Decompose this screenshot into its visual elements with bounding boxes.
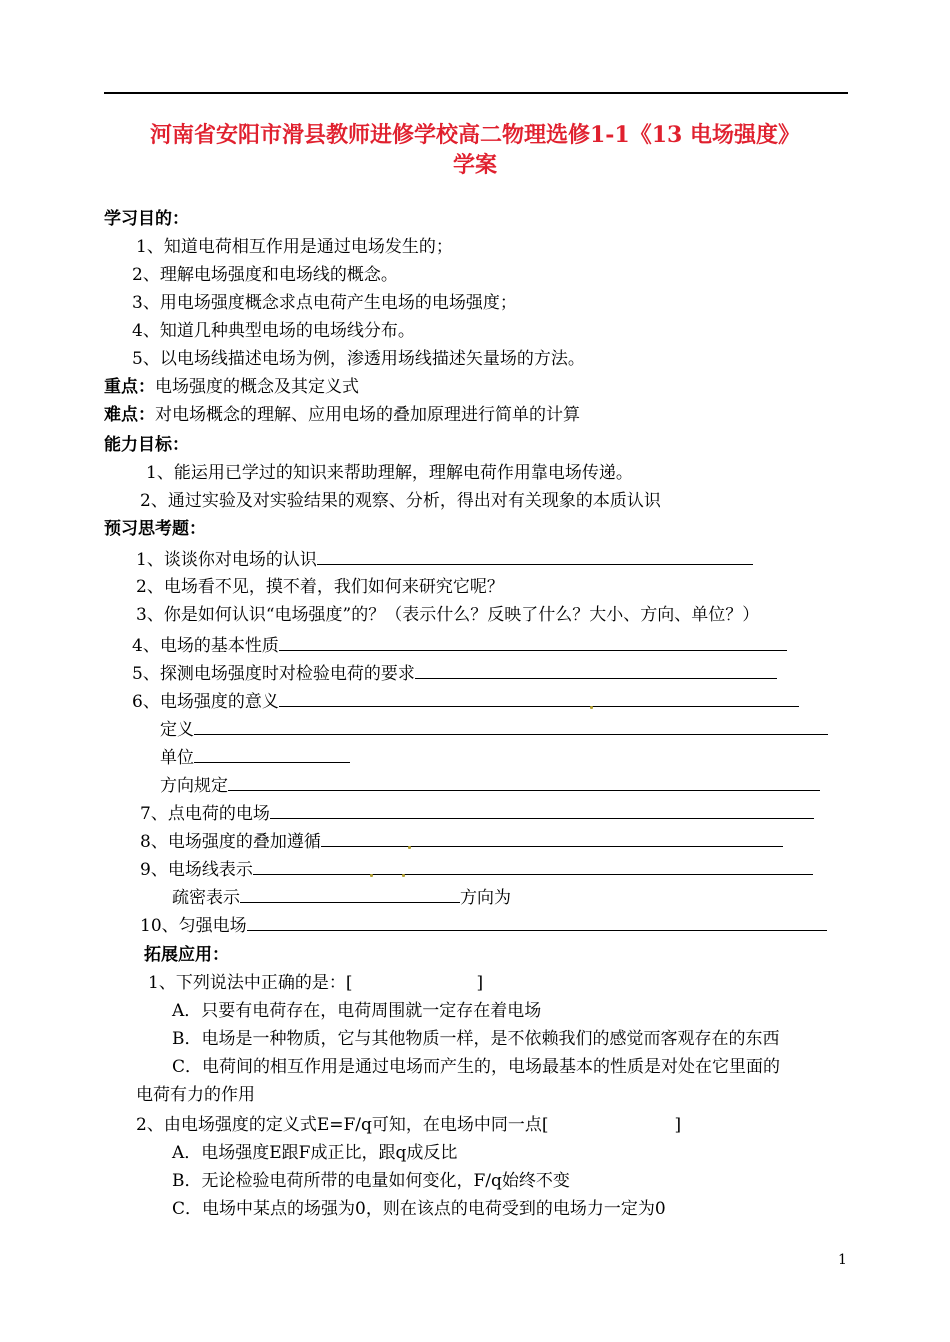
preview-q10 — [140, 914, 827, 937]
key-point-label: 重点： — [104, 377, 155, 397]
preview-q1-text: 1、谈谈你对电场的认识 — [136, 550, 317, 570]
ability-heading: 能力目标： — [104, 435, 189, 455]
ext-q1-option-c-cont: 电荷有力的作用 — [136, 1085, 255, 1105]
scan-speck — [402, 874, 405, 877]
difficulty-label: 难点： — [104, 405, 155, 425]
objectives-heading: 学习目的： — [104, 209, 189, 229]
objective-item: 3、用电场强度概念求点电荷产生电场的电场强度； — [132, 293, 517, 313]
preview-q6-text: 6、电场强度的意义 — [132, 692, 279, 712]
page-number: 1 — [838, 1252, 847, 1268]
answer-blank[interactable] — [253, 858, 813, 875]
preview-q5-text: 5、探测电场强度时对检验电荷的要求 — [132, 664, 415, 684]
preview-q7 — [140, 802, 814, 825]
extension-q1 — [148, 972, 483, 994]
q9-direction-label: 方向为 — [460, 888, 511, 908]
ext-q1-option-c: C．电荷间的相互作用是通过电场而产生的，电场最基本的性质是对处在它里面的 — [172, 1057, 781, 1077]
ext-q2-stem: 2、由电场强度的定义式E=F/q可知，在电场中同一点[ — [136, 1115, 549, 1135]
ext-q1-option-b: B．电场是一种物质，它与其他物质一样，是不依赖我们的感觉而客观存在的东西 — [172, 1029, 780, 1049]
answer-blank[interactable] — [321, 830, 783, 847]
preview-q10-text: 10、匀强电场 — [140, 916, 247, 936]
q6-unit-label: 单位 — [160, 748, 194, 768]
preview-q5 — [132, 662, 777, 685]
answer-blank[interactable] — [247, 914, 827, 931]
ext-q2-option-c: C．电场中某点的场强为0，则在该点的电荷受到的电场力一定为0 — [172, 1199, 666, 1219]
preview-q2: 2、电场看不见，摸不着，我们如何来研究它呢？ — [136, 577, 504, 597]
objective-item: 2、理解电场强度和电场线的概念。 — [132, 265, 398, 285]
extension-q2 — [136, 1114, 681, 1136]
objective-item: 5、以电场线描述电场为例，渗透用场线描述矢量场的方法。 — [132, 349, 585, 369]
ability-item: 2、通过实验及对实验结果的观察、分析，得出对有关现象的本质认识 — [140, 491, 661, 511]
answer-blank[interactable] — [279, 634, 787, 651]
ability-item: 1、能运用已学过的知识来帮助理解，理解电荷作用靠电场传递。 — [146, 463, 633, 483]
answer-blank[interactable] — [415, 662, 777, 679]
key-point — [104, 376, 359, 398]
preview-q6 — [132, 690, 799, 713]
answer-blank[interactable] — [317, 548, 753, 565]
preview-q9 — [140, 858, 813, 881]
answer-blank[interactable] — [240, 886, 460, 903]
q6-dir-label: 方向规定 — [160, 776, 228, 796]
key-point-text: 电场强度的概念及其定义式 — [155, 377, 359, 397]
preview-q6-unit — [160, 746, 350, 769]
preview-q9-density — [172, 886, 511, 909]
ext-q1-close: ] — [476, 973, 484, 993]
ext-q2-option-a: A．电场强度E跟F成正比，跟q成反比 — [172, 1143, 458, 1163]
ext-q2-option-b: B．无论检验电荷所带的电量如何变化，F/q始终不变 — [172, 1171, 570, 1191]
scan-speck — [370, 874, 373, 877]
preview-q9-text: 9、电场线表示 — [140, 860, 253, 880]
scan-speck — [408, 846, 411, 849]
q6-def-label: 定义 — [160, 720, 194, 740]
document-title: 河南省安阳市滑县教师进修学校高二物理选修1-1《13 电场强度》 — [149, 122, 801, 148]
answer-blank[interactable] — [194, 718, 828, 735]
preview-q7-text: 7、点电荷的电场 — [140, 804, 270, 824]
preview-q3: 3、你是如何认识“电场强度”的？（表示什么？反映了什么？大小、方向、单位？） — [136, 605, 760, 625]
q9-density-label: 疏密表示 — [172, 888, 240, 908]
difficulty-text: 对电场概念的理解、应用电场的叠加原理进行简单的计算 — [155, 405, 580, 425]
extension-heading: 拓展应用： — [144, 945, 229, 965]
preview-q6-direction — [160, 774, 820, 797]
preview-q4-text: 4、电场的基本性质 — [132, 636, 279, 656]
difficulty — [104, 404, 580, 426]
answer-blank[interactable] — [279, 690, 799, 707]
answer-blank[interactable] — [194, 746, 350, 763]
ext-q2-close: ] — [674, 1115, 682, 1135]
document-title-cont: 学案 — [452, 152, 497, 178]
header-rule — [104, 92, 848, 94]
ext-q1-stem: 1、下列说法中正确的是：[ — [148, 973, 353, 993]
preview-heading: 预习思考题： — [104, 519, 206, 539]
answer-blank[interactable] — [228, 774, 820, 791]
preview-q1 — [136, 548, 753, 571]
preview-q8 — [140, 830, 783, 853]
objective-item: 4、知道几种典型电场的电场线分布。 — [132, 321, 415, 341]
preview-q6-definition — [160, 718, 828, 741]
ext-q1-option-a: A．只要有电荷存在，电荷周围就一定存在着电场 — [172, 1001, 542, 1021]
preview-q4 — [132, 634, 787, 657]
scan-speck — [590, 706, 593, 709]
answer-blank[interactable] — [270, 802, 814, 819]
preview-q8-text: 8、电场强度的叠加遵循 — [140, 832, 321, 852]
objective-item: 1、知道电荷相互作用是通过电场发生的； — [136, 237, 453, 257]
